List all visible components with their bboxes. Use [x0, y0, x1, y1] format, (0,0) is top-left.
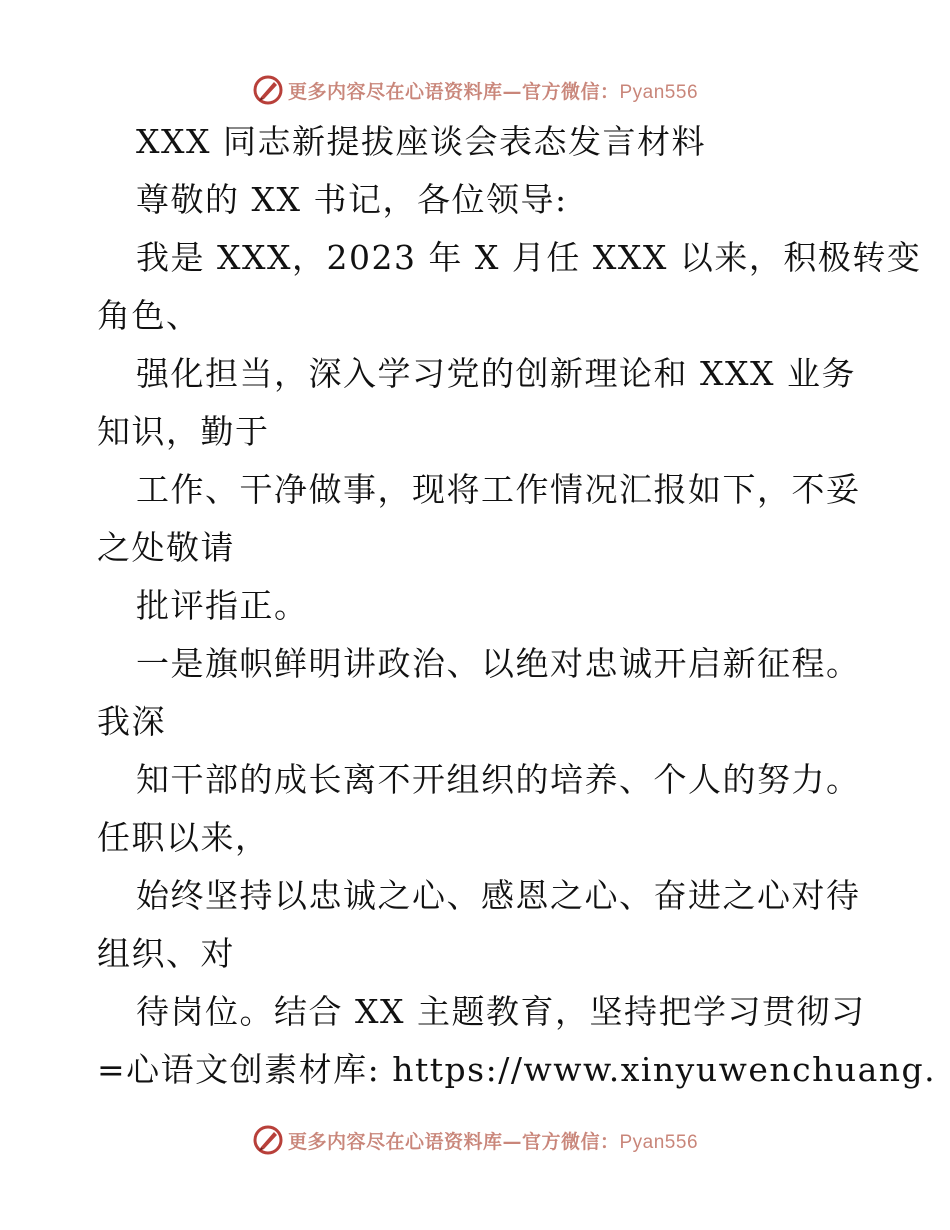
document-line: 知干部的成长离不开组织的培养、个人的努力。	[136, 760, 861, 799]
red-pen-logo-icon	[252, 1124, 284, 1156]
banner-text: 更多内容尽在心语资料库—官方微信：Pyan556	[287, 80, 699, 103]
document-line: 批评指正。	[136, 586, 309, 625]
document-line: 角色、	[97, 296, 201, 335]
wechat-id: Pyan556	[619, 1131, 699, 1153]
document-line: 工作、干净做事，现将工作情况汇报如下，不妥	[136, 470, 861, 509]
document-line: 组织、对	[97, 934, 235, 973]
document-line: =心语文创素材库: https://www.xinyuwenchuang.	[97, 1050, 937, 1089]
red-pen-logo-icon	[252, 74, 284, 106]
document-line: 之处敬请	[97, 528, 235, 567]
wechat-id: Pyan556	[619, 81, 699, 103]
header-banner	[0, 70, 950, 110]
document-line: 始终坚持以忠诚之心、感恩之心、奋进之心对待	[136, 876, 861, 915]
document-line: 我是 XXX，2023 年 X 月任 XXX 以来，积极转变	[136, 238, 922, 277]
footer-banner	[0, 1120, 950, 1160]
document-line: 一是旗帜鲜明讲政治、以绝对忠诚开启新征程。	[136, 644, 861, 683]
document-line: 任职以来，	[97, 818, 270, 857]
document-line: XXX 同志新提拔座谈会表态发言材料	[136, 122, 706, 161]
document-line: 尊敬的 XX 书记，各位领导:	[136, 180, 568, 219]
document-line: 强化担当，深入学习党的创新理论和 XXX 业务	[136, 354, 856, 393]
banner-text: 更多内容尽在心语资料库—官方微信：Pyan556	[287, 1130, 699, 1153]
document-line: 我深	[97, 702, 166, 741]
document-line: 知识，勤于	[97, 412, 270, 451]
document-line: 待岗位。结合 XX 主题教育，坚持把学习贯彻习	[136, 992, 866, 1031]
